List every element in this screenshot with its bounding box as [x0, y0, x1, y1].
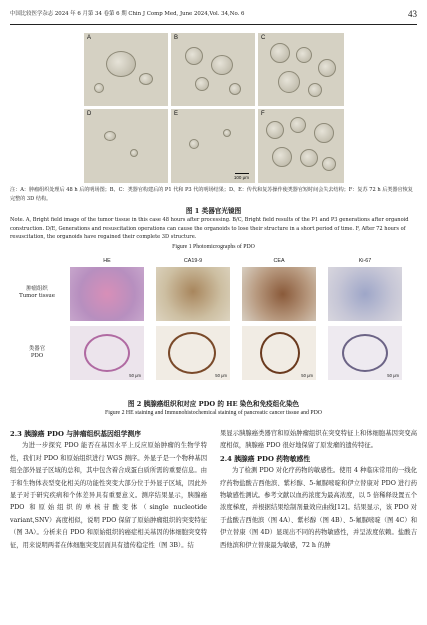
section-2-4-paragraph: 为了检测 PDO 对化疗药物的敏感性。使用 4 种临床常用的一线化疗药物盐酸吉西他滨、紫杉醇、5-氟脲嘧啶和伊立替康对 PDO 进行药物敏感性测试。参考文献以血药浓度为最高浓度，以 5 倍稀释设置五个浓度梯度，并根据结果绘制剂量效应曲线[12]。结果显示，该 PDO 对于盐酸吉西他滨（图 4A）、紫杉醇（图 4B）、5-氟脲嘧啶（图 4C）和伊立替康（图 4D）显现出不同的药物敏感性，并呈浓度依赖。盐酸吉西他滨和伊立替康最为敏感，72 h 的肿 [220, 467, 417, 549]
section-2-3-paragraph-cont: 果显示胰腺癌类器官和原始肿瘤组织在突变特征上和体细胞基因突变高度相似，胰腺癌 PDO 很好地保留了原发瘤的遗传特征。 [220, 430, 417, 450]
right-column [220, 428, 417, 552]
panel-c [258, 33, 344, 106]
figure-1-caption-en: Figure 1 Photomicrographs of PDO [172, 244, 255, 250]
panel-label: B [174, 35, 179, 41]
panel-d [84, 109, 168, 183]
column-header-ki-67: Ki-67 [358, 258, 372, 264]
row-label-pdo: 类器官 PDO [28, 346, 46, 359]
section-2-3-title: 2.3 胰腺癌 PDO 与肿瘤组织基因组学测序 [10, 430, 142, 438]
panel-b [171, 33, 255, 106]
running-header [10, 7, 417, 21]
ki-67-tumor-image [328, 267, 402, 321]
panel-label: D [87, 111, 92, 117]
he-tumor-image [70, 267, 144, 321]
panel-a [84, 33, 168, 106]
panel-f [258, 109, 344, 183]
figure-1-caption-cn: 图 1 类器官光镜图 [185, 207, 242, 215]
scale-bar-label: 50 μm [387, 373, 399, 378]
left-column [10, 428, 207, 552]
cea-tumor-image [242, 267, 316, 321]
ki-67-pdo-image [328, 326, 402, 380]
panel-label: F [261, 111, 265, 117]
column-header-cea: CEA [273, 258, 285, 264]
cea-pdo-image [242, 326, 316, 380]
ca19-9-tumor-image [156, 267, 230, 321]
page-number: 43 [408, 9, 417, 19]
figure-1 [84, 33, 344, 183]
header-rule [10, 24, 417, 25]
figure-2 [10, 258, 417, 388]
panel-e [171, 109, 255, 183]
section-2-3-paragraph: 为进一步探究 PDO 能否在基因水平上反应原始肿瘤的生物学特性，我们对 PDO 和原始组织进行 WGS 测序。外显子是一个物种基因组全部外显子区域的总和，其中包含着合成蛋白质所需的重要信息。由于和生物体表型变化相关的功能性突变大部分位于外显子区域，因此外显子对于研究疾病和个体差异具有重要意义。测序结果显示，胰腺癌 PDO 和原始组织的单核苷酸变体（single nucleotide variant,SNV）高度相似，说明 PDO 保留了原始肿瘤组织的突变特征（图 3A）。分析来自 PDO 和原始组织的癌症相关基因的体细胞突变特征，用来说明两者在体细胞突变层面具有遗传稳定性（图 3B）。结 [10, 442, 207, 549]
ca19-9-pdo-image [156, 326, 230, 380]
scale-bar-label: 50 μm [129, 373, 141, 378]
figure-1-note-en: Note. A, Bright field image of the tumor tissue in this case 48 hours after processing. B/C, Bright field results of the P1 and P3 generations after organoid construction. D/E, Generations and resuscitation operations can cause the organoids to lose their structure in a short period of time. F, After 72 hours of resuscitation, the organoids have regained their complete 3D structure. [10, 217, 409, 241]
journal-info: 中国比较医学杂志 2024 年 6 月第 34 卷第 6 期 Chin J Comp Med, June 2024,Vol. 34,No. 6 [10, 11, 245, 17]
figure-2-caption-cn: 图 2 胰腺癌组织和对应 PDO 的 HE 染色和免疫组化染色 [127, 400, 300, 408]
row-label-tumor: 肿瘤组织 Tumor tissue [19, 286, 55, 299]
panel-label: A [87, 35, 92, 41]
he-pdo-image [70, 326, 144, 380]
scale-bar-label: 50 μm [301, 373, 313, 378]
column-header-ca19-9: CA19-9 [183, 258, 203, 264]
column-header-he: HE [103, 258, 111, 264]
panel-label: C [261, 35, 266, 41]
section-2-4-title: 2.4 胰腺癌 PDO 药物敏感性 [220, 454, 311, 463]
scale-bar-label: 100 μm [233, 175, 249, 180]
scale-bar-label: 50 μm [215, 373, 227, 378]
figure-1-note-cn: 注：A：肿瘤组织处理后 48 h 后的明场图；B、C：类器官构建后的 P1 代和 P3 代的明场结果；D、E：传代和复苏操作使类器官短时间会失去结构；F：复苏 72 h 后类器官恢复完整的 3D 结构。 [10, 187, 413, 202]
figure-2-caption-en: Figure 2 HE staining and Immunohistochemical staining of pancreatic cancer tissue and PDO [104, 410, 322, 416]
panel-label: E [174, 111, 179, 117]
